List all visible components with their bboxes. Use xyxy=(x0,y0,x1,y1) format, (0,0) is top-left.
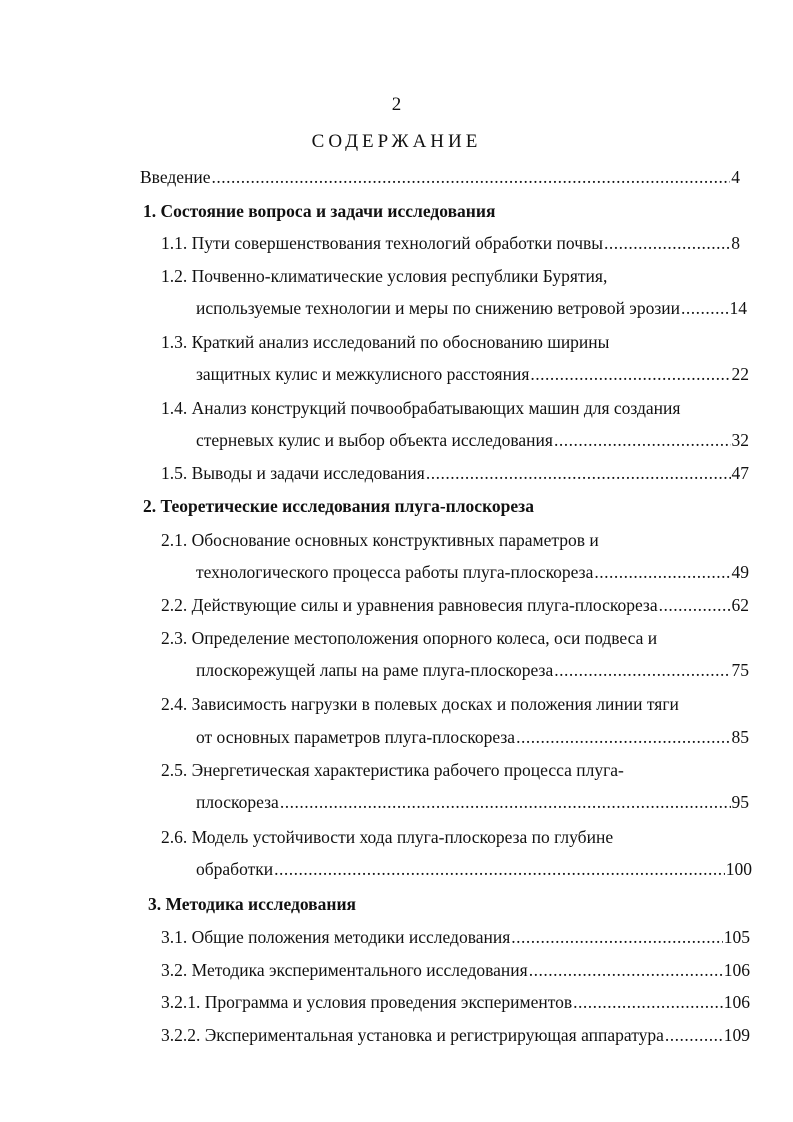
toc-page-number: 95 xyxy=(731,792,749,812)
toc-entry-text: плоскореза xyxy=(196,792,279,812)
toc-entry-text: от основных параметров плуга-плоскореза xyxy=(196,727,516,747)
dot-leader xyxy=(516,726,730,748)
toc-page-number: 62 xyxy=(731,595,749,615)
toc-entry-1-1[interactable] xyxy=(161,232,740,254)
dot-leader xyxy=(594,561,730,583)
toc-entry-1-5[interactable] xyxy=(161,462,749,484)
toc-entry-text: 3.1. Общие положения методики исследования xyxy=(161,927,511,947)
dot-leader xyxy=(426,462,731,484)
dot-leader xyxy=(604,232,730,254)
toc-entry-text: используемые технологии и меры по снижению ветровой эрозии xyxy=(196,298,680,318)
dot-leader xyxy=(212,166,731,188)
toc-entry-text: 2.4. Зависимость нагрузки в полевых досках и положения линии тяги xyxy=(161,694,679,714)
toc-page-number: 4 xyxy=(731,167,740,187)
toc-page-number: 106 xyxy=(723,992,750,1012)
toc-page-number: 85 xyxy=(731,727,749,747)
toc-entry-2-2[interactable] xyxy=(161,594,749,616)
toc-entry-text: 3.2.2. Экспериментальная установка и регистрирующая аппаратура xyxy=(161,1025,664,1045)
toc-entry-text: 1.5. Выводы и задачи исследования xyxy=(161,463,425,483)
dot-leader xyxy=(659,594,731,616)
toc-page-number: 32 xyxy=(731,430,749,450)
toc-entry-1-4-line1[interactable] xyxy=(161,397,680,419)
toc-entry-3-1[interactable] xyxy=(161,926,750,948)
toc-section-heading: 2. Теоретические исследования плуга-плоскореза xyxy=(143,496,534,516)
dot-leader xyxy=(280,791,731,813)
toc-section-heading: 1. Состояние вопроса и задачи исследования xyxy=(143,201,496,221)
toc-entry-text: 1.1. Пути совершенствования технологий обработки почвы xyxy=(161,233,604,253)
toc-page-number: 14 xyxy=(729,298,747,318)
page-title: СОДЕРЖАНИЕ xyxy=(311,131,482,152)
toc-entry-1-2-line2[interactable] xyxy=(196,297,747,319)
toc-entry-3-2-2[interactable] xyxy=(161,1024,750,1046)
toc-entry-text: 2.1. Обоснование основных конструктивных параметров и xyxy=(161,530,599,550)
toc-entry-text: плоскорежущей лапы на раме плуга-плоскореза xyxy=(196,660,554,680)
toc-entry-1-4-line2[interactable] xyxy=(196,429,749,451)
toc-page-number: 105 xyxy=(723,927,750,947)
toc-entry-text: 1.3. Краткий анализ исследований по обоснованию ширины xyxy=(161,332,610,352)
toc-entry-text: 2.3. Определение местоположения опорного колеса, оси подвеса и xyxy=(161,628,658,648)
dot-leader xyxy=(554,659,730,681)
toc-page-number: 109 xyxy=(723,1025,750,1045)
toc-entry-text: 3.2. Методика экспериментального исследования xyxy=(161,960,528,980)
toc-entry-text: 1.2. Почвенно-климатические условия республики Бурятия, xyxy=(161,266,608,286)
dot-leader xyxy=(554,429,731,451)
toc-entry-2-6-line2[interactable] xyxy=(196,858,752,880)
toc-entry-1-2-line1[interactable] xyxy=(161,265,607,287)
toc-entry-2-4-line1[interactable] xyxy=(161,693,679,715)
toc-page-number: 100 xyxy=(725,859,752,879)
toc-entry-3-2[interactable] xyxy=(161,959,750,981)
dot-leader xyxy=(573,991,723,1013)
dot-leader xyxy=(529,959,723,981)
toc-entry-1-3-line1[interactable] xyxy=(161,331,609,353)
toc-entry-2-1-line2[interactable] xyxy=(196,561,749,583)
toc-page-number: 75 xyxy=(731,660,749,680)
toc-entry-text: 2.6. Модель устойчивости хода плуга-плоскореза по глубине xyxy=(161,827,614,847)
toc-entry-2-3-line2[interactable] xyxy=(196,659,749,681)
dot-leader xyxy=(530,363,730,385)
dot-leader xyxy=(665,1024,723,1046)
toc-entry-text: защитных кулис и межкулисного расстояния xyxy=(196,364,530,384)
dot-leader xyxy=(274,858,725,880)
toc-entry-2-4-line2[interactable] xyxy=(196,726,749,748)
toc-entry-intro[interactable] xyxy=(140,166,740,188)
toc-entry-2-5-line2[interactable] xyxy=(196,791,749,813)
toc-entry-text: 3.2.1. Программа и условия проведения экспериментов xyxy=(161,992,573,1012)
toc-entry-2-1-line1[interactable] xyxy=(161,529,599,551)
toc-entry-text: технологического процесса работы плуга-плоскореза xyxy=(196,562,594,582)
toc-entry-2-3-line1[interactable] xyxy=(161,627,657,649)
toc-entry-2-5-line1[interactable] xyxy=(161,759,624,781)
toc-entry-3-2-1[interactable] xyxy=(161,991,750,1013)
toc-section-2[interactable] xyxy=(143,495,534,517)
toc-section-heading: 3. Методика исследования xyxy=(148,894,357,914)
toc-entry-2-6-line1[interactable] xyxy=(161,826,613,848)
toc-page-number: 106 xyxy=(723,960,750,980)
toc-entry-1-3-line2[interactable] xyxy=(196,363,749,385)
toc-entry-text: Введение xyxy=(140,167,211,187)
toc-entry-text: 1.4. Анализ конструкций почвообрабатывающих машин для создания xyxy=(161,398,681,418)
toc-section-1[interactable] xyxy=(143,200,495,222)
toc-entry-text: 2.2. Действующие силы и уравнения равновесия плуга-плоскореза xyxy=(161,595,658,615)
toc-entry-text: 2.5. Энергетическая характеристика рабочего процесса плуга- xyxy=(161,760,624,780)
toc-section-3[interactable] xyxy=(148,893,356,915)
dot-leader xyxy=(681,297,729,319)
toc-page-number: 47 xyxy=(731,463,749,483)
toc-page-number: 22 xyxy=(731,364,749,384)
toc-entry-text: обработки xyxy=(196,859,274,879)
dot-leader xyxy=(511,926,722,948)
toc-entry-text: стерневых кулис и выбор объекта исследования xyxy=(196,430,553,450)
page-number: 2 xyxy=(391,94,402,115)
toc-page-number: 49 xyxy=(731,562,749,582)
toc-page-number: 8 xyxy=(731,233,740,253)
